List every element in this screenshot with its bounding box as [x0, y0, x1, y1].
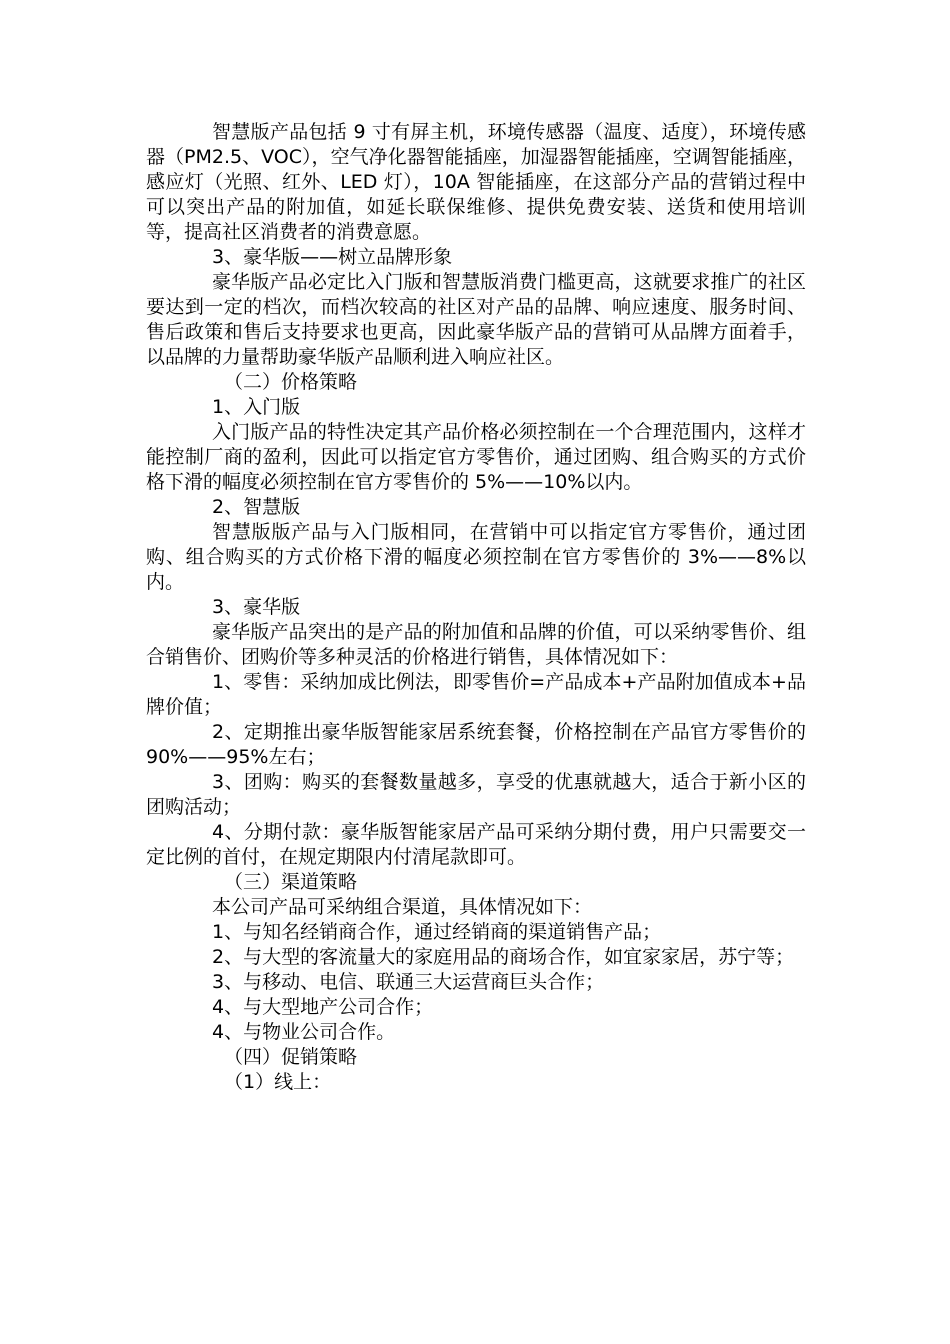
list-item-retail: 1、零售：采纳加成比例法，即零售价=产品成本+产品附加值成本+品牌价值；: [146, 671, 806, 718]
list-item-real-estate: 4、与大型地产公司合作；: [212, 996, 434, 1018]
list-item-package: 2、定期推出豪华版智能家居系统套餐，价格控制在产品官方零售价的 90%——95%左右；: [146, 721, 806, 768]
list-item-malls: 2、与大型的客流量大的家庭用品的商场合作，如宜家家居，苏宁等；: [212, 946, 795, 968]
paragraph-luxury-marketing: 豪华版产品必定比入门版和智慧版消费门槛更高，这就要求推广的社区要达到一定的档次，而档次较高的社区对产品的品牌、响应速度、服务时间、售后政策和售后支持要求也更高，因此豪华版产品的营销可从品牌方面着手，以品牌的力量帮助豪华版产品顺利进入响应社区。: [146, 271, 806, 368]
heading-smart-version: 2、智慧版: [212, 496, 301, 518]
list-item-property-mgmt: 4、与物业公司合作。: [212, 1021, 396, 1043]
section-heading-channel-strategy: （三）渠道策略: [224, 871, 358, 893]
heading-luxury-brand: 3、豪华版——树立品牌形象: [212, 246, 453, 268]
heading-entry-version: 1、入门版: [212, 396, 301, 418]
paragraph-luxury-price: 豪华版产品突出的是产品的附加值和品牌的价值，可以采纳零售价、组合销售价、团购价等多种灵活的价格进行销售，具体情况如下：: [146, 621, 806, 668]
section-heading-promotion-strategy: （四）促销策略: [224, 1046, 358, 1068]
heading-luxury-version: 3、豪华版: [212, 596, 301, 618]
list-item-carriers: 3、与移动、电信、联通三大运营商巨头合作；: [212, 971, 605, 993]
subheading-online: （1）线上：: [224, 1071, 332, 1093]
section-heading-price-strategy: （二）价格策略: [224, 371, 358, 393]
list-item-dealers: 1、与知名经销商合作，通过经销商的渠道销售产品；: [212, 921, 662, 943]
list-item-group-buy: 3、团购：购买的套餐数量越多，享受的优惠就越大，适合于新小区的团购活动；: [146, 771, 806, 818]
list-item-installment: 4、分期付款：豪华版智能家居产品可采纳分期付费，用户只需要交一定比例的首付，在规定期限内付清尾款即可。: [146, 821, 806, 868]
paragraph-channel-intro: 本公司产品可采纳组合渠道，具体情况如下：: [212, 896, 593, 918]
paragraph-entry-price: 入门版产品的特性决定其产品价格必须控制在一个合理范围内，这样才能控制厂商的盈利，因此可以指定官方零售价，通过团购、组合购买的方式价格下滑的幅度必须控制在官方零售价的 5%——10%以内。: [146, 421, 806, 493]
paragraph-smart-products: 智慧版产品包括 9 寸有屏主机，环境传感器（温度、适度），环境传感器（PM2.5、VOC），空气净化器智能插座，加湿器智能插座，空调智能插座，感应灯（光照、红外、LED 灯），10A 智能插座，在这部分产品的营销过程中可以突出产品的附加值，如延长联保维修、提供免费安装、送货和使用培训等，提高社区消费者的消费意愿。: [146, 121, 806, 243]
document-body: [146, 120, 806, 1095]
paragraph-smart-price: 智慧版版产品与入门版相同，在营销中可以指定官方零售价，通过团购、组合购买的方式价格下滑的幅度必须控制在官方零售价的 3%——8%以内。: [146, 521, 806, 593]
